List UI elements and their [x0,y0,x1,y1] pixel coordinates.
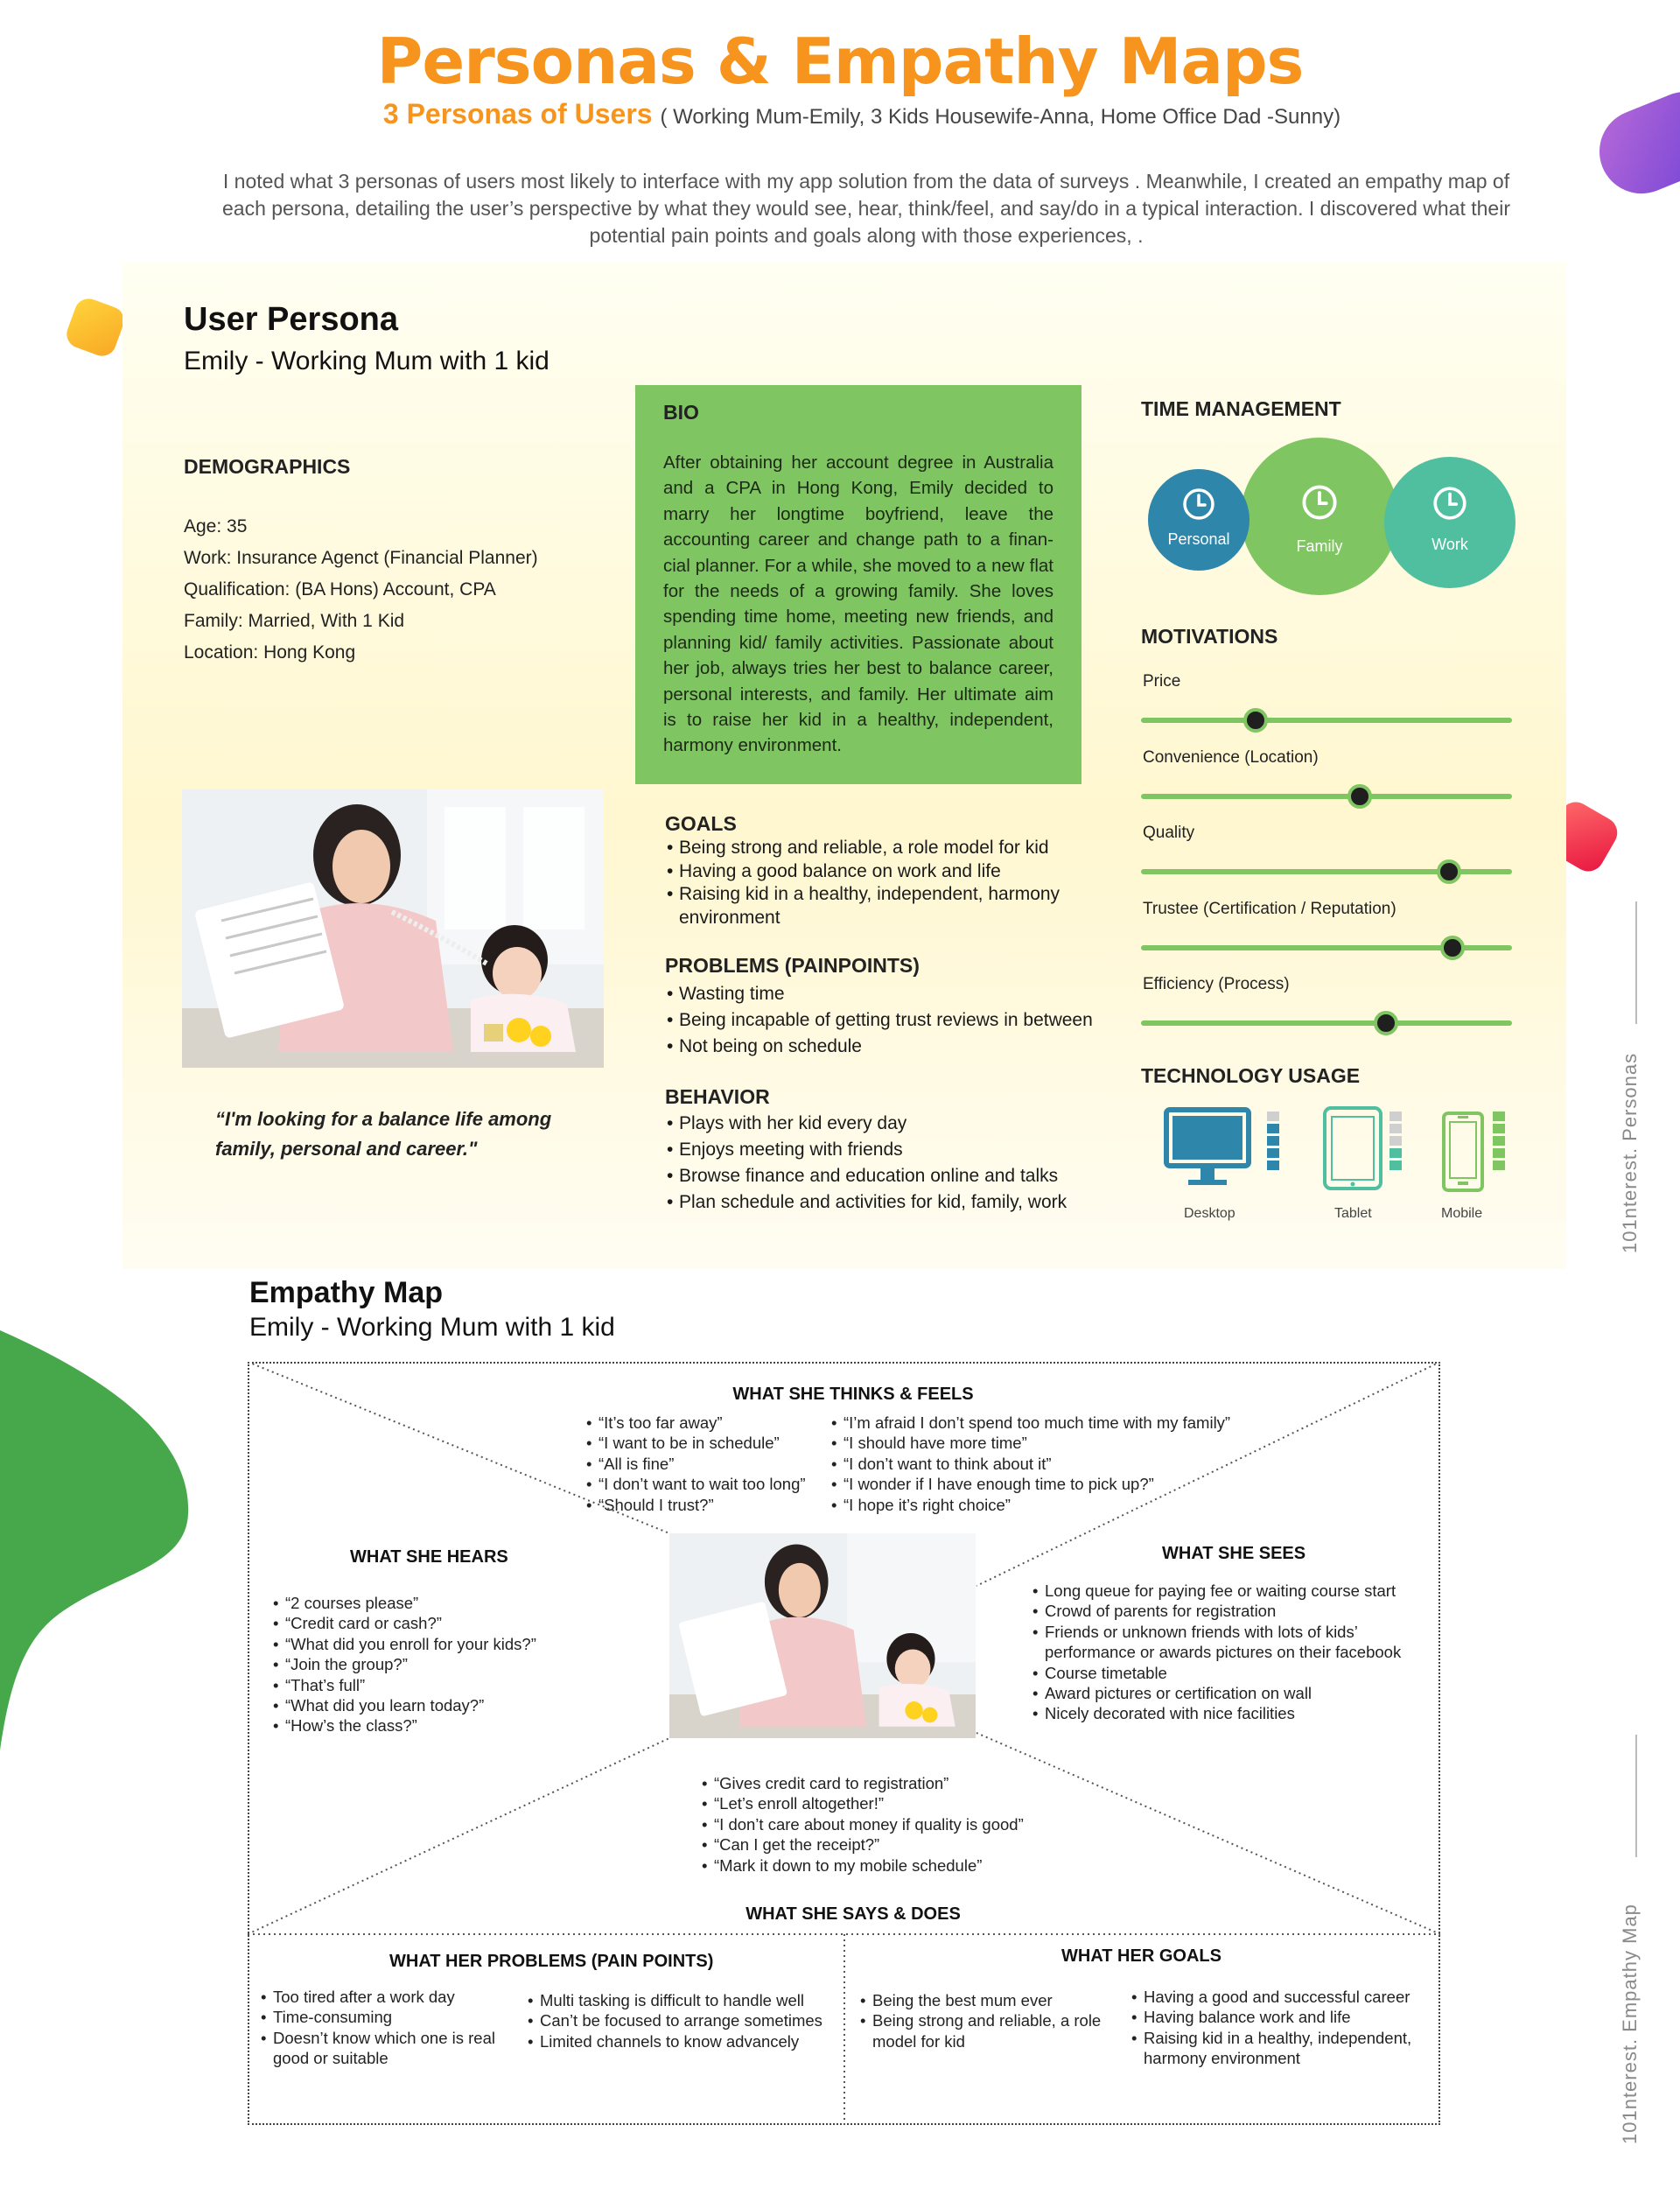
time-label-work: Work [1432,536,1468,553]
map-problems-label: WHAT HER PROBLEMS (PAIN POINTS) [389,1952,714,1971]
motivation-label: Price [1143,672,1181,691]
hears-item: • “That’s full” [273,1675,623,1695]
behavior-item: • Plays with her kid every day [667,1111,1139,1137]
desktop-icon [1164,1105,1269,1201]
empathy-name: Emily - Working Mum with 1 kid [249,1313,615,1342]
persona-photo [182,789,604,1068]
usage-bar [1493,1161,1505,1170]
map-goals-left-list [860,1990,1123,2051]
motivation-slider-track[interactable] [1141,1020,1512,1026]
goal-item: • Having a good balance on work and life [667,860,1122,884]
sees-item: • Award pictures or certification on wall [1032,1683,1426,1703]
thinks-item: • “It’s too far away” [586,1413,831,1433]
thinks-left-list [586,1413,831,1515]
tablet-icon [1321,1105,1391,1201]
goal-item: • Being strong and reliable, a role model for kid [667,837,1122,860]
demographics-item: Qualification: (BA Hons) Account, CPA [184,579,496,600]
tablet-usage [1321,1105,1391,1201]
thinks-right-list [831,1413,1251,1515]
thinks-item: • “I don’t want to think about it” [831,1454,1251,1474]
says-item: • “Let’s enroll altogether!” [702,1793,1096,1813]
goals-label: GOALS [665,812,737,835]
demographics-item: Work: Insurance Agenct (Financial Planner) [184,548,538,568]
goals-list [667,837,1122,929]
page-title: Personas & Empathy Maps [376,25,1304,98]
sees-list [1032,1581,1426,1724]
hears-item: • “Join the group?” [273,1654,623,1674]
sees-label: WHAT SHE SEES [1162,1544,1306,1563]
thinks-item: • “I hope it’s right choice” [831,1495,1251,1515]
usage-bar [1267,1148,1279,1158]
hears-item: • “2 courses please” [273,1593,623,1613]
motivation-slider-knob[interactable] [1374,1011,1398,1035]
usage-bar [1390,1161,1402,1170]
says-item: • “Can I get the receipt?” [702,1834,1096,1855]
bio-card [635,385,1082,784]
time-label-personal: Personal [1167,530,1230,548]
thinks-item: • “I wonder if I have enough time to pick up?” [831,1474,1251,1494]
goal-item: • Raising kid in a healthy, independent, harmony environment [667,883,1122,929]
empathy-heading: Empathy Map [249,1276,444,1309]
says-item: • “I don’t care about money if quality is good” [702,1814,1096,1834]
says-label: WHAT SHE SAYS & DOES [746,1904,961,1924]
map-goal-item: • Being the best mum ever [860,1990,1123,2010]
behavior-item: • Plan schedule and activities for kid, family, work [667,1189,1139,1216]
usage-bar [1267,1112,1279,1121]
tech-usage-label: TECHNOLOGY USAGE [1141,1064,1361,1087]
says-item: • “Gives credit card to registration” [702,1773,1096,1793]
time-circle-family [1241,438,1398,595]
sees-item: • Course timetable [1032,1663,1426,1683]
usage-bar [1267,1161,1279,1170]
desktop-label: Desktop [1184,1206,1236,1221]
thinks-item: • “All is fine” [586,1454,831,1474]
problems-list [667,981,1139,1060]
usage-bar [1493,1124,1505,1133]
map-goal-item: • Raising kid in a healthy, independent, harmony environment [1131,2028,1429,2069]
persona-heading: User Persona [184,301,399,338]
problem-item: • Not being on schedule [667,1034,1139,1060]
time-circle-personal [1148,469,1250,571]
map-goals-label: WHAT HER GOALS [1061,1946,1222,1966]
demographics-label: DEMOGRAPHICS [184,455,351,478]
map-problem-item: • Time-consuming [261,2007,514,2027]
clock-icon [1181,487,1216,522]
hears-label: WHAT SHE HEARS [350,1547,508,1567]
side-label-personas: 101nterest. Personas [1619,1052,1641,1253]
motivation-slider-track[interactable] [1141,794,1512,799]
hears-item: • “What did you learn today?” [273,1695,623,1715]
persona-name: Emily - Working Mum with 1 kid [184,347,550,375]
map-goal-item: • Having a good and successful career [1131,1987,1429,2007]
intro-paragraph: I noted what 3 personas of users most likely to interface with my app solution from the data of surveys . Meanwhile, I created an empathy map of each persona, detailing the user’s perspective by what they would see, hear, think/feel, and say/do in a typical interaction. I discovered what their potential pain points and goals along with those experiences, . [221,170,1510,247]
demographics-list [184,511,538,669]
mobile-usage [1440,1112,1493,1199]
time-circle-work [1384,457,1516,588]
problem-item: • Being incapable of getting trust reviews in between [667,1007,1139,1034]
side-label-empathy: 101nterest. Empathy Map [1619,1904,1641,2144]
map-goal-item: • Having balance work and life [1131,2007,1429,2027]
motivation-slider-knob[interactable] [1348,784,1372,809]
hears-item: • “Credit card or cash?” [273,1613,623,1633]
sees-item: • Long queue for paying fee or waiting course start [1032,1581,1426,1601]
thinks-item: • “I want to be in schedule” [586,1433,831,1453]
demographics-item: Location: Hong Kong [184,642,356,663]
hears-item: • “What did you enroll for your kids?” [273,1634,623,1654]
sees-item: • Crowd of parents for registration [1032,1601,1426,1621]
time-label-family: Family [1296,537,1343,555]
clock-icon [1300,483,1339,522]
sees-item: • Friends or unknown friends with lots of kids’ performance or awards pictures on their facebook [1032,1622,1426,1663]
side-divider-2 [1635,1735,1637,1857]
mobile-label: Mobile [1441,1206,1483,1221]
problem-item: • Wasting time [667,981,1139,1007]
usage-bar [1267,1124,1279,1133]
mobile-icon [1440,1112,1493,1199]
usage-bar [1390,1136,1402,1146]
thinks-item: • “I should have more time” [831,1433,1251,1453]
bio-text: After obtaining her account degree in Australia and a CPA in Hong Kong, Emily decided to marry her longtime boyfriend, leave the accounting career and change path to a finan-cial planner. For a while, she moved to a new flat for the needs of a growing family. She loves spending time home, meeting new friends, and planning kid/ family activities. Passionate about her job, always tries her best to balance career, personal interests, and family. Her ultimate aim is to raise her kid in a healthy, independent, harmony environment. [663,452,1054,756]
says-item: • “Mark it down to my mobile schedule” [702,1855,1096,1876]
demographics-item: Family: Married, With 1 Kid [184,611,405,631]
sees-item: • Nicely decorated with nice facilities [1032,1703,1426,1723]
motivation-label: Convenience (Location) [1143,747,1319,767]
persona-quote: “I'm looking for a balance life among family, personal and career." [215,1108,552,1160]
usage-bar [1267,1136,1279,1146]
behavior-item: • Enjoys meeting with friends [667,1137,1139,1163]
empathy-photo [669,1533,976,1738]
subtitle-main: 3 Personas of Users [382,98,653,130]
map-problem-item: • Too tired after a work day [261,1987,514,2007]
map-problem-item: • Limited channels to know advancely [528,2031,843,2051]
hears-list [273,1593,623,1736]
demographics-item: Age: 35 [184,516,248,536]
motivations-label: MOTIVATIONS [1141,625,1278,648]
behavior-label: BEHAVIOR [665,1085,770,1108]
motivation-label: Quality [1143,824,1195,842]
motivation-slider-knob[interactable] [1440,936,1465,960]
desktop-usage [1164,1105,1269,1201]
behavior-item: • Browse finance and education online and talks [667,1163,1139,1189]
page-subtitle [0,98,1680,130]
usage-bar [1390,1112,1402,1121]
map-goals-right-list [1131,1987,1429,2069]
motivation-label: Trustee (Certification / Reputation) [1143,899,1396,918]
map-problems-left-list [261,1987,514,2069]
motivation-slider-knob[interactable] [1437,859,1461,884]
map-goal-item: • Being strong and reliable, a role model for kid [860,2010,1123,2051]
tablet-label: Tablet [1334,1206,1372,1221]
usage-bar [1493,1148,1505,1158]
motivation-label: Efficiency (Process) [1143,975,1290,993]
subtitle-detail: ( Working Mum-Emily, 3 Kids Housewife-Anna, Home Office Dad -Sunny) [660,105,1341,129]
thinks-label: WHAT SHE THINKS & FEELS [732,1385,974,1404]
map-problem-item: • Can’t be focused to arrange sometimes [528,2010,843,2030]
thinks-item: • “Should I trust?” [586,1495,831,1515]
motivation-slider-track[interactable] [1141,718,1512,723]
usage-bar [1390,1124,1402,1133]
time-management-label: TIME MANAGEMENT [1141,397,1341,420]
bio-label: BIO [663,401,699,424]
thinks-item: • “I’m afraid I don’t spend too much time with my family” [831,1413,1251,1433]
map-problem-item: • Multi tasking is difficult to handle well [528,1990,843,2010]
side-divider-1 [1635,901,1637,1024]
map-problems-right-list [528,1990,843,2051]
map-problem-item: • Doesn’t know which one is real good or suitable [261,2028,514,2069]
clock-icon [1432,485,1468,522]
behavior-list [667,1111,1139,1216]
thinks-item: • “I don’t want to wait too long” [586,1474,831,1494]
usage-bar [1493,1112,1505,1121]
hears-item: • “How’s the class?” [273,1715,623,1736]
usage-bar [1493,1136,1505,1146]
problems-label: PROBLEMS (PAINPOINTS) [665,954,920,977]
decor-yellow-blob [63,295,128,360]
usage-bar [1390,1148,1402,1158]
says-list [702,1773,1096,1876]
